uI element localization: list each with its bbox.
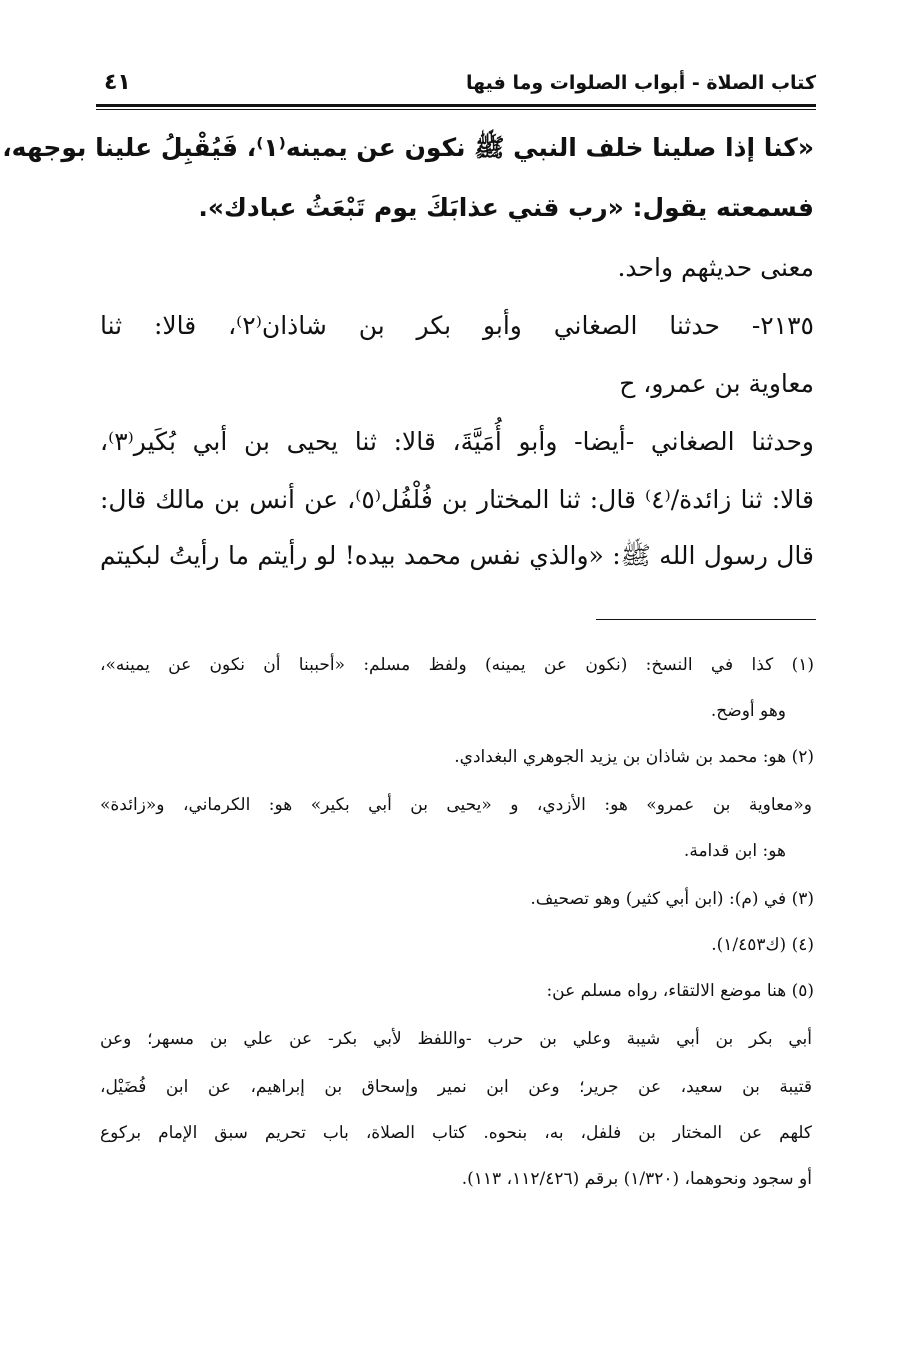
- footnote-1-cont: وهو أوضح.: [710, 701, 786, 721]
- hadith-number-line: ٢١٣٥- حدثنا الصغاني وأبو بكر بن شاذان⁽٢⁾، قالا: ثنا: [100, 311, 814, 340]
- main-line-1: «كنا إذا صلينا خلف النبي ﷺ نكون عن يمينه⁽١⁾، فَيُقْبِلُ علينا بوجهه،: [2, 133, 814, 162]
- footnote-2: (٢) هو: محمد بن شاذان بن يزيد الجوهري البغدادي.: [454, 747, 814, 767]
- footnote-2-cont-2: هو: ابن قدامة.: [683, 841, 786, 861]
- main-line-7: قالا: ثنا زائدة/⁽٤⁾ قال: ثنا المختار بن فُلْفُل⁽٥⁾، عن أنس بن مالك قال:: [100, 485, 814, 514]
- page-number: ٤١: [104, 70, 131, 95]
- footnote-5-cont-1: أبي بكر بن أبي شيبة وعلي بن حرب -واللفظ لأبي بكر- عن علي بن مسهر؛ وعن: [100, 1029, 812, 1049]
- footnote-1: (١) كذا في النسخ: (نكون عن يمينه) ولفظ مسلم: «أحببنا أن نكون عن يمينه»،: [100, 655, 814, 675]
- main-line-8: قال رسول الله ﷺ: «والذي نفس محمد بيده! لو رأيتم ما رأيتُ لبكيتم: [100, 541, 814, 570]
- footnotes: [2, 0, 814, 1367]
- main-line-2: فسمعته يقول: «رب قني عذابَكَ يوم تَبْعَثُ عبادك».: [198, 193, 814, 222]
- running-title: كتاب الصلاة - أبواب الصلوات وما فيها: [465, 72, 816, 94]
- footnote-5: (٥) هنا موضع الالتقاء، رواه مسلم عن:: [546, 981, 814, 1001]
- footnote-5-cont-4: أو سجود ونحوهما، (١/٣٢٠) برقم (١١٢/٤٢٦، ١١٣).: [461, 1169, 812, 1189]
- footnote-3: (٣) في (م): (ابن أبي كثير) وهو تصحيف.: [530, 889, 814, 909]
- main-line-3: معنى حديثهم واحد.: [617, 253, 814, 282]
- footnote-2-cont: و«معاوية بن عمرو» هو: الأزدي، و «يحيى بن أبي بكير» هو: الكرماني، و«زائدة»: [100, 795, 812, 815]
- main-line-6: وحدثنا الصغاني -أيضا- وأبو أُمَيَّةَ، قالا: ثنا يحيى بن أبي بُكَير⁽٣⁾،: [100, 427, 814, 456]
- footnote-5-cont-3: كلهم عن المختار بن فلفل، به، بنحوه. كتاب الصلاة، باب تحريم سبق الإمام بركوع: [100, 1123, 812, 1143]
- main-line-5: معاوية بن عمرو، ح: [619, 369, 814, 398]
- footnote-5-cont-2: قتيبة بن سعيد، عن جرير؛ وعن ابن نمير وإسحاق بن إبراهيم، عن ابن فُضَيْل،: [100, 1077, 812, 1097]
- footnote-4: (٤) (ك١/٤٥٣).: [711, 935, 814, 955]
